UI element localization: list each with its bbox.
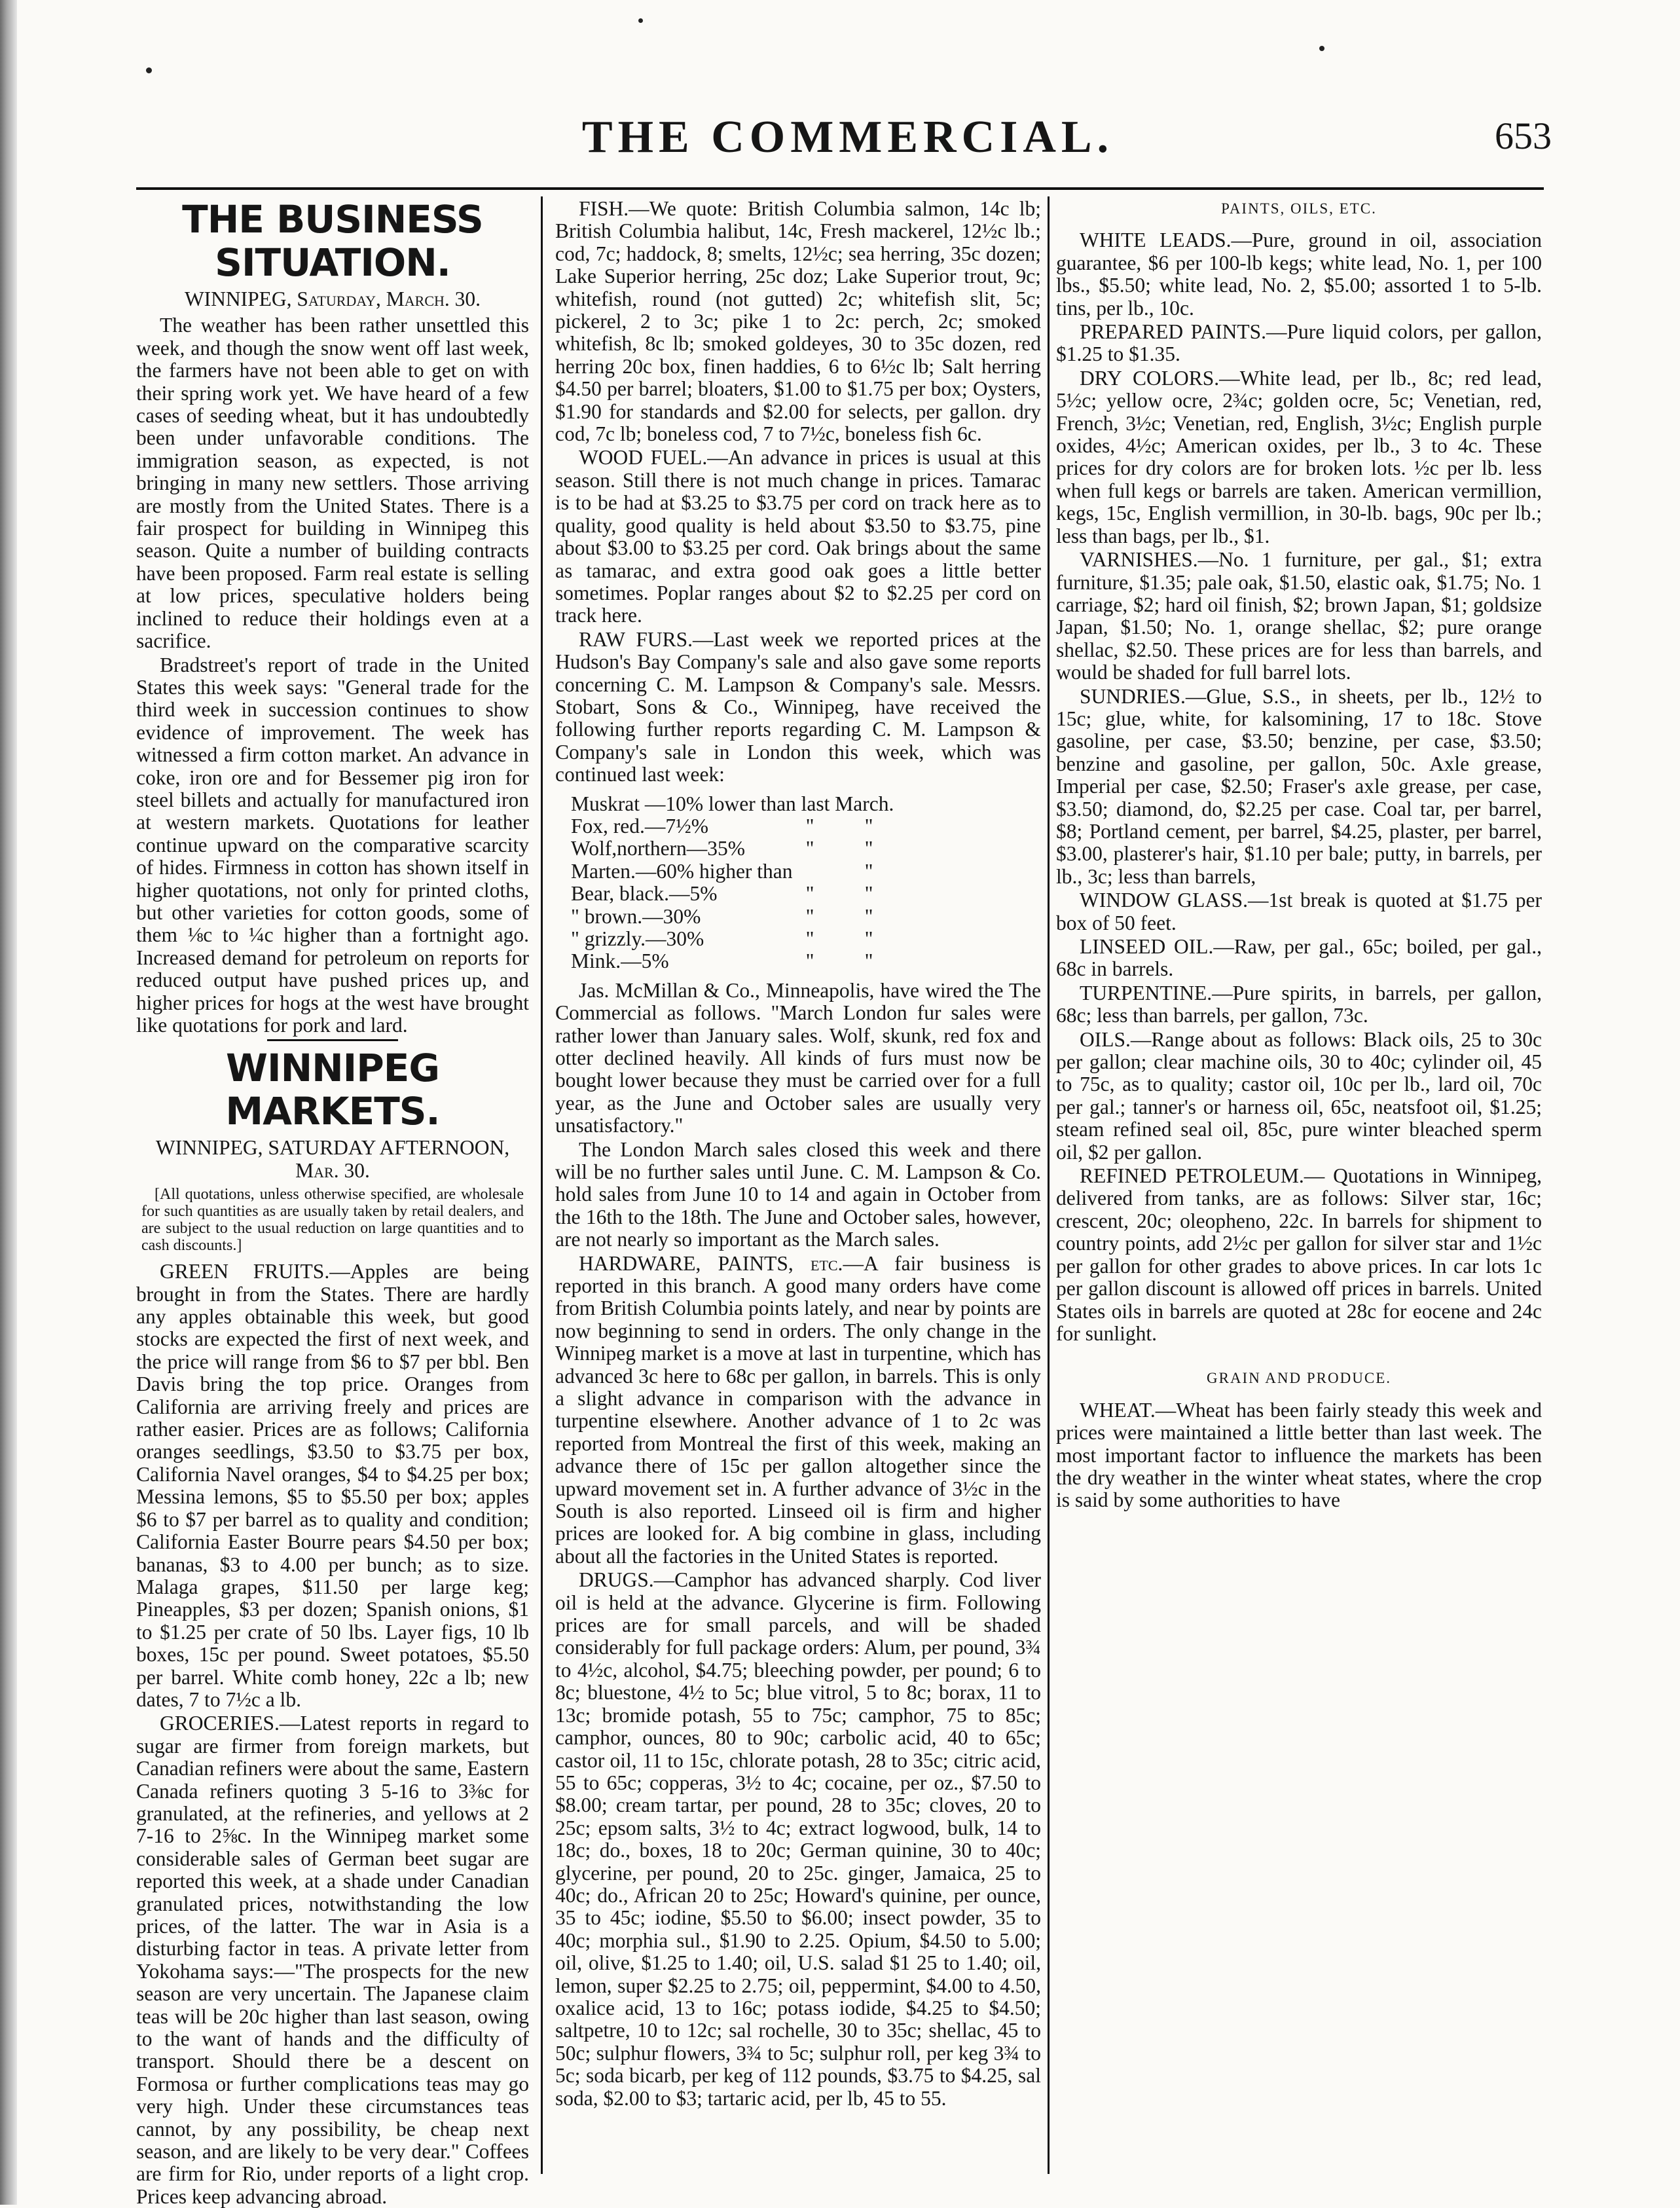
varnishes-paragraph: VARNISHES.—No. 1 furniture, per gal., $1; extra furniture, $1.35; pale oak, $1.50, elastic oak, $1.75; No. 1 carriage, $2; hard oil finish, $2; brown Japan, $1; goldsize Japan, $1.50; No. 1, orange shellac, $2; pure orange shellac, $2.50. These prices are for less than barrels, and would be shaded for full barrel lots.	[1056, 548, 1542, 684]
oils-paragraph: OILS.—Range about as follows: Black oils, 25 to 30c per gallon; clear machine oils, 30 to 40c; cylinder oil, 45 to 75c, as to quality; castor oil, 10c per lb., lard oil, 70c per gal.; tanner's or harness oil, 65c, neatsfoot oil, $1.25; steam refined seal oil, 85c, pure winter bleached sperm oil, $2 per gallon.	[1056, 1027, 1542, 1164]
ink-speck	[146, 67, 152, 73]
column-three	[1056, 198, 1542, 2175]
fur-price-list	[571, 793, 1041, 973]
paints-subhead: PAINTS, OILS, ETC.	[1221, 200, 1377, 217]
raw-furs-paragraph: The London March sales closed this week and there will be no further sales until June. C. M. Lampson & Co. hold sales from June 10 to 14 and again in October from the 16th to the 18th. The June and October sales, however, are not nearly so important as the March sales.	[555, 1137, 1041, 1251]
section-lead: DRUGS.	[579, 1568, 654, 1592]
section-lead: WHEAT.	[1080, 1398, 1156, 1422]
groceries-paragraph: GROCERIES.—Latest reports in regard to sugar are firmer from foreign markets, but Canadian refiners were about the same, Eastern Canada refiners quoting 3 5-16 to 3⅜c for granulated, at the refineries, and yellows at 2 7-16 to 2⅝c. In the Winnipeg market some considerable sales of German beet sugar are reported this week, at a shade under Canadian granulated prices, notwithstanding the low prices, of the latter. The war in Asia is a disturbing factor in teas. A private letter from Yokohama says:—"The prospects for the new season are very uncertain. The Japanese claim teas will be 20c higher than last season, owing to the want of hands and the difficulty of transport. Should there be a descent on Formosa or further complications teas may go very high. Under these circumstances teas cannot, by any possibility, be cheap next season, and are likely to be very dear." Coffees are firm for Rio, under reports of a light crop. Prices keep advancing abroad.	[136, 1712, 529, 2208]
fur-row: " grizzly.—30% " "	[571, 927, 873, 950]
section-rule	[267, 1039, 398, 1041]
section-lead: GROCERIES.	[160, 1712, 280, 1735]
fur-row: Wolf,northern—35% " "	[571, 837, 873, 860]
section-lead: VARNISHES.	[1080, 548, 1198, 572]
raw-furs-paragraph: Jas. McMillan & Co., Minneapolis, have wired the The Commercial as follows. "March London fur sales were rather lower than January sales. Wolf, skunk, red fox and otter declined heavily. All kinds of furs must now be bought lower because they must be carried over for a full year, as the June and October sales are usually very unsatisfactory."	[555, 978, 1041, 1137]
wood-fuel-paragraph: WOOD FUEL.—An advance in prices is usual at this season. Still there is not much change in prices. Tamarac is to be had at $3.25 to $3.75 per cord on track here as to quality, good quality is held about $3.50 to $3.75, pine about $3.00 to $3.25 per cord. Oak brings about the same as tamarac, and extra good oak goes a little better sometimes. Poplar ranges about $2 to $2.25 per cord on track here.	[555, 446, 1041, 627]
fur-row: Muskrat —10% lower than last March.	[571, 792, 894, 815]
masthead	[144, 111, 1552, 183]
hardware-paragraph: HARDWARE, PAINTS, etc.—A fair business is reported in this branch. A good many orders have come from British Columbia points lately, and near by points are now beginning to send in orders. The only change in the Winnipeg market is a move at last in turpentine, which has advanced 3c here to 68c per gallon, in barrels. This is only a slight advance in comparison with the advance in turpentine elsewhere. Another advance of 1 to 2c was reported from Montreal the first of this week, making an advance there of 15c per gallon altogether since the upward movement set in. A further advance of 3½c in the South is also reported. Linseed oil is firm and higher prices are looked for. A big combine in glass, including about all the factories in the United States is reported.	[555, 1251, 1042, 1568]
section-lead: WOOD FUEL.	[579, 446, 708, 469]
white-leads-paragraph: WHITE LEADS.—Pure, ground in oil, association guarantee, $6 per 100-lb kegs; white lead, No. 1, per 100 lbs., $5.50; white lead, No. 2, $5.00; assorted 1 to 5-lb. tins, per lb., 10c.	[1056, 229, 1543, 320]
petroleum-paragraph: REFINED PETROLEUM.— Quotations in Winnipeg, delivered from tanks, are as follows: Silver star, 16c; crescent, 20c; oleopheno, 22c. In barrels for shipment to country points, add 2½c per gallon for silver star and 1½c per gallon for other grades to above prices. In car lots 1c per gallon discount is allowed off prices in barrels. United States oils in barrels are quoted at 28c for eocene and 24c for sunlight.	[1056, 1164, 1542, 1345]
scan-edge	[0, 0, 17, 2205]
section-lead: TURPENTINE.	[1080, 981, 1213, 1004]
drugs-paragraph: DRUGS.—Camphor has advanced sharply. Cod liver oil is held at the advance. Glycerine is firm. Following prices are for small parcels, and will be shaded considerably for full package orders: Alum, per pound, 3¾ to 4½c, alcohol, $4.75; bleeching powder, per pound; 6 to 8c; bluestone, 4½ to 5c; blue vitrol, 5 to 8c; borax, 11 to 13c; bromide potash, 55 to 75c; camphor, 75 to 85c; camphor, ounces, 80 to 90c; carbolic acid, 40 to 65c; castor oil, 11 to 15c, chlorate potash, 28 to 35c; citric acid, 55 to 65c; copperas, 3½ to 4c; cocaine, per oz., $7.50 to $8.00; cream tartar, per pound, 28 to 35c; cloves, 20 to 25c; epsom salts, 3½ to 4c; extract logwood, bulk, 14 to 18c; do., boxes, 18 to 20c; German quinine, 30 to 40c; glycerine, per pound, 20 to 25c. ginger, Jamaica, 25 to 40c; do., African 20 to 25c; Howard's quinine, per ounce, 35 to 45c; iodine, $5.50 to $6.00; insect powder, 35 to 40c; morphia sul., $1.90 to 2.25. Opium, $4.50 to 5.00; oil, olive, $1.25 to 1.40; oil, U.S. salad $1 25 to 1.40; oil, lemon, super $2.25 to 2.75; oil, peppermint, $4.00 to 4.50, oxalice acid, 13 to 16c; potass iodide, $4.25 to $4.50; saltpetre, 10 to 12c; sal rochelle, 30 to 35c; shellac, 45 to 50c; sulphur flowers, 3¾ to 5c; sulphur roll, per keg 3¾ to 5c; soda bicarb, per keg of 112 pounds, $3.75 to $4.25, sal soda, $2.00 to $3; tartaric acid, per lb, 45 to 55.	[555, 1568, 1041, 2110]
section-lead: GREEN FRUITS.	[160, 1260, 330, 1283]
business-situation-headline: THE BUSINESS SITUATION.	[182, 197, 483, 285]
column-rule	[1048, 196, 1050, 2174]
section-lead: LINSEED OIL.	[1080, 935, 1214, 958]
prepared-paints-paragraph: PREPARED PAINTS.—Pure liquid colors, per gallon, $1.25 to $1.35.	[1056, 320, 1542, 366]
column-two	[555, 198, 1041, 2175]
business-paragraph: The weather has been rather unsettled this week, and though the snow went off last week, the farmers have not been able to get on with their spring work yet. We have heard of a few cases of seeding wheat, but it has undoubtedly been under unfavorable conditions. The immigration season, as expected, is not bringing in many new settlers. Those arriving are mostly from the United States. There is a fair prospect for building in Winnipeg this season. Quite a number of building contracts have been proposed. Farm real estate is selling at low prices, speculative holders being inclined to reduce their holdings even at a sacrifice.	[136, 314, 529, 653]
fur-row: Marten.—60% higher than "	[571, 859, 873, 883]
ink-speck	[1319, 46, 1324, 51]
fur-row: Fox, red.—7½% " "	[571, 814, 873, 837]
fur-row: Bear, black.—5% " "	[571, 882, 873, 906]
section-lead: FISH.	[579, 197, 629, 220]
section-lead: WHITE LEADS.	[1080, 229, 1232, 252]
section-lead: REFINED PETROLEUM.	[1080, 1164, 1304, 1188]
turpentine-paragraph: TURPENTINE.—Pure spirits, in barrels, per gallon, 68c; less than barrels, per gallon, 73c.	[1056, 981, 1542, 1027]
section-lead: PREPARED PAINTS.	[1080, 320, 1267, 344]
green-fruits-paragraph: GREEN FRUITS.—Apples are being brought in from the States. There are hardly any apples obtainable this week, but good stocks are expected the first of next week, and the price will range from $6 to $7 per bbl. Ben Davis bring the top price. Oranges from California are arriving freely and prices are rather easier. Prices are as follows; California oranges seedlings, $3.50 to $3.75 per box, California Navel oranges, $4 to $4.25 per box; Messina lemons, $5 to $5.50 per box; apples $6 to $7 per barrel as to quality and condition; California Easter Bourre pears $4.50 per box; bananas, $3 to 4.00 per bunch; as to size. Malaga grapes, $11.50 per large keg; Pineapples, $3 per dozen; Spanish onions, $1 to $1.25 per crate of 50 lbs. Layer figs, 10 lb boxes, 15c per pound. Sweet potatoes, $5.50 per barrel. White comb honey, 22c a lb; new dates, 7 to 7½c a lb.	[136, 1260, 529, 1711]
section-lead: RAW FURS.	[579, 627, 693, 651]
winnipeg-markets-headline: WINNIPEG MARKETS.	[225, 1046, 440, 1134]
column-rule	[541, 196, 543, 2174]
section-lead: HARDWARE, PAINTS, etc.	[579, 1251, 843, 1275]
raw-furs-paragraph: RAW FURS.—Last week we reported prices at the Hudson's Bay Company's sale and also gave some reports concerning C. M. Lampson & Company's sale. Messrs. Stobart, Sons & Co., Winnipeg, have received the following further reports regarding C. M. Lampson & Company's sale in London this week, which was continued last week:	[555, 627, 1042, 786]
ink-speck	[638, 18, 643, 23]
sundries-paragraph: SUNDRIES.—Glue, S.S., in sheets, per lb., 12½ to 15c; glue, white, for kalsomining, 17 to 18c. Stove gasoline, per case, $3.50; benzine, per case, $3.50; benzine and gasoline, per gallon, 50c. Axle grease, Imperial per case, $2.50; Fraser's axle grease, per case, $3.50; diamond, do, $2.25 per case. Coal tar, per barrel, $8; Portland cement, per barrel, $4.25, plaster, per barrel, $3.00, plasterer's hair, $1.10 per bale; putty, in barrels, per lb., 3c; less than barrels,	[1056, 684, 1542, 888]
masthead-rule	[136, 187, 1544, 190]
window-glass-paragraph: WINDOW GLASS.—1st break is quoted at $1.75 per box of 50 feet.	[1056, 889, 1542, 934]
quotation-note: [All quotations, unless otherwise specified, are wholesale for such quantities as are usually taken by retail dealers, and are subject to the usual reduction on large quantities and to cash discounts.]	[141, 1186, 524, 1255]
linseed-oil-paragraph: LINSEED OIL.—Raw, per gal., 65c; boiled, per gal., 68c in barrels.	[1056, 935, 1542, 981]
publication-title: THE COMMERCIAL.	[581, 112, 1114, 162]
fur-row: " brown.—30% " "	[571, 904, 873, 928]
wheat-paragraph: WHEAT.—Wheat has been fairly steady this week and prices were maintained a little better than last week. The most important factor to influence the markets has been the dry weather in the winter wheat states, where the crop is said by some authorities to have	[1056, 1398, 1542, 1512]
column-one	[136, 197, 529, 2208]
section-lead: SUNDRIES.	[1080, 684, 1186, 708]
business-paragraph: Bradstreet's report of trade in the United States this week says: "General trade for the third week in succession continues to show evidence of improvement. The week has witnessed a firm cotton market. An advance in coke, iron ore and for Bessemer pig iron for steel billets and actually for manufactured iron at western markets. Quotations for leather continue upward on the comparative scarcity of hides. Firmness in cotton has shown itself in higher quotations, not only for printed cloths, but other varieties for cotton goods, some of them ⅛c to ¼c higher than a fortnight ago. Increased demand for petroleum on reports for reduced output have pushed prices up, and higher prices for hogs at the west have brought like quotations for pork and lard.	[136, 653, 529, 1037]
section-lead: DRY COLORS.	[1080, 366, 1220, 390]
dry-colors-paragraph: DRY COLORS.—White lead, per lb., 8c; red lead, 5½c; yellow ocre, 2¾c; golden ocre, 5c; Venetian, red, French, 3½c; Venetian, red, English, 3½c; English purple oxides, 4½c; American oxides, per lb., 3 to 4c. These prices for dry colors are for broken lots. ½c per lb. less when full kegs or barrels are taken. American vermillion, kegs, 15c, English vermillion, in 30-lb. bags, 90c per lb.; less than bags, per lb., $1.	[1056, 366, 1542, 547]
section-lead: WINDOW GLASS.	[1080, 889, 1248, 912]
page-number: 653	[1495, 115, 1552, 157]
section-lead: OILS.	[1080, 1027, 1131, 1051]
markets-dateline: WINNIPEG, SATURDAY AFTERNOON, Mar. 30.	[155, 1136, 510, 1182]
fur-row: Mink.—5% " "	[571, 949, 873, 973]
fish-paragraph: FISH.—We quote: British Columbia salmon, 14c lb; British Columbia halibut, 14c, Fresh mackerel, 12½c lb.; cod, 7c; haddock, 8; smelts, 12½c; sea herring, 35c dozen; Lake Superior herring, 25c doz; Lake Superior trout, 9c; whitefish, round (not gutted) 2c; whitefish slit, 5c; pickerel, 2 to 3c; pike 1 to 2c: perch, 2c; smoked whitefish, 8c lb; smoked goldeyes, 30 to 35c dozen, red herring 20c box, finen haddies, 6 to 6½c lb; Salt herring $4.50 per barrel; bloaters, $1.00 to $1.75 per box; Oysters, $1.90 for standards and $2.00 for selects, per gallon. dry cod, 7c lb; boneless cod, 7 to 7½c, boneless fish 6c.	[555, 197, 1041, 446]
grain-subhead: GRAIN AND PRODUCE.	[1207, 1370, 1391, 1387]
business-dateline: WINNIPEG, Saturday, March. 30.	[184, 287, 481, 310]
